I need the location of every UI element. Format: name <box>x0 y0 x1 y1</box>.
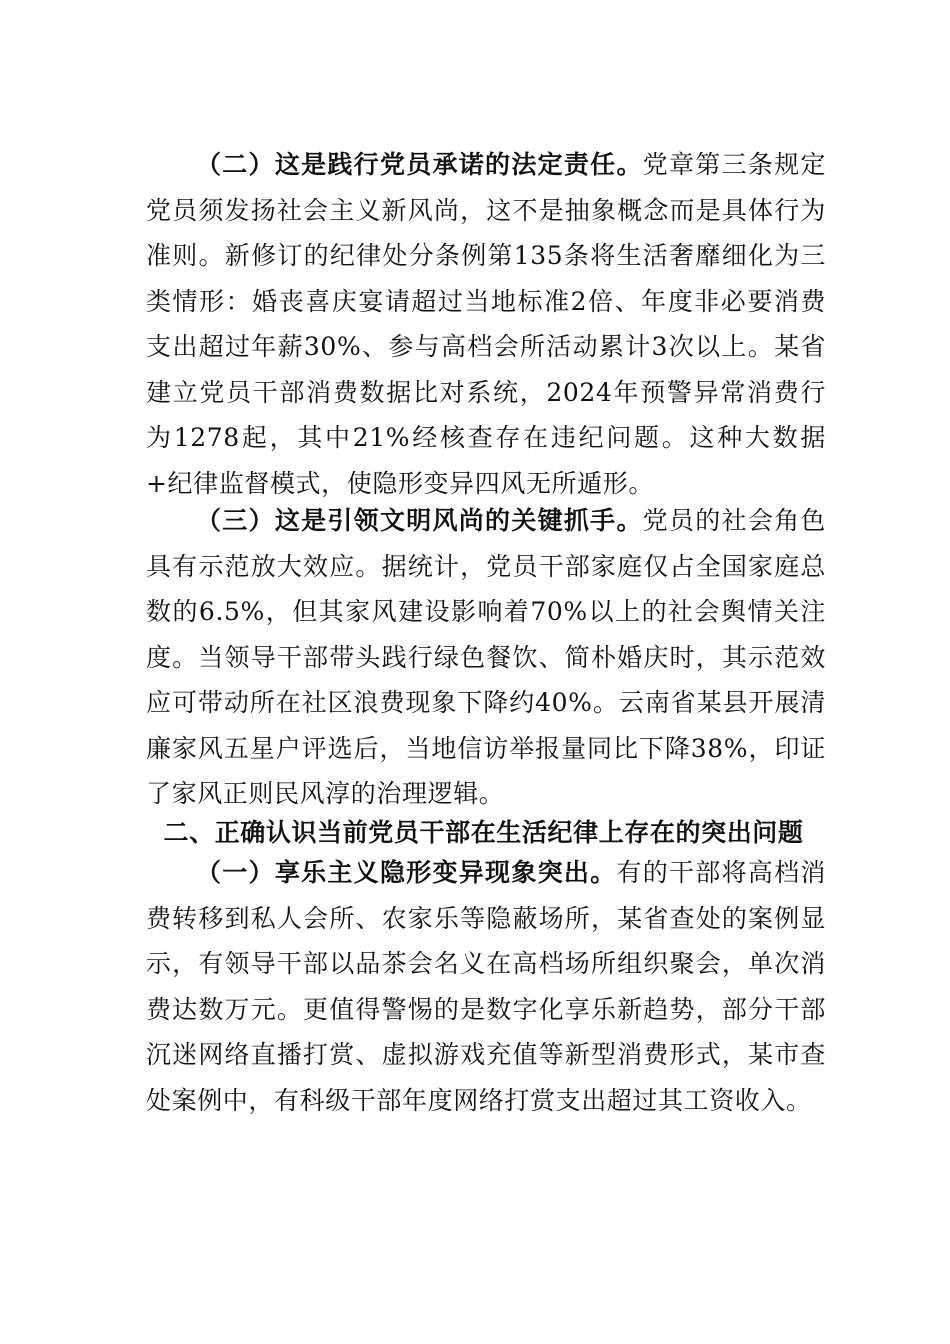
paragraph-lead: （一）享乐主义隐形变异现象突出。 <box>196 858 617 887</box>
section-heading <box>146 810 826 856</box>
paragraph <box>146 498 826 817</box>
paragraph-section-1-2 <box>146 142 826 506</box>
paragraph-lead: （二）这是践行党员承诺的法定责任。 <box>196 150 643 179</box>
paragraph <box>146 850 826 1123</box>
paragraph-section-2-1 <box>146 850 826 1123</box>
paragraph-body: 党章第三条规定党员须发扬社会主义新风尚，这不是抽象概念而是具体行为准则。新修订的纪律处分条例第135条将生活奢靡细化为三类情形：婚丧喜庆宴请超过当地标准2倍、年度非必要消费支出超过年薪30%、参与高档会所活动累计3次以上。某省建立党员干部消费数据比对系统，2024年预警异常消费行为1278起，其中21%经核查存在违纪问题。这种大数据+纪律监督模式，使隐形变异四风无所遁形。 <box>146 150 827 498</box>
paragraph-lead: （三）这是引领文明风尚的关键抓手。 <box>196 506 643 535</box>
paragraph-body: 有的干部将高档消费转移到私人会所、农家乐等隐蔽场所，某省查处的案例显示，有领导干部以品茶会名义在高档场所组织聚会，单次消费达数万元。更值得警惕的是数字化享乐新趋势，部分干部沉迷网络直播打赏、虚拟游戏充值等新型消费形式，某市查处案例中，有科级干部年度网络打赏支出超过其工资收入。 <box>146 858 826 1115</box>
heading-2: 二、正确认识当前党员干部在生活纪律上存在的突出问题 <box>163 818 804 847</box>
paragraph-body: 党员的社会角色具有示范放大效应。据统计，党员干部家庭仅占全国家庭总数的6.5%，但其家风建设影响着70%以上的社会舆情关注度。当领导干部带头践行绿色餐饮、简朴婚庆时，其示范效应可带动所在社区浪费现象下降约40%。云南省某县开展清廉家风五星户评选后，当地信访举报量同比下降38%，印证了家风正则民风淳的治理逻辑。 <box>146 506 827 808</box>
paragraph-section-1-3 <box>146 498 826 817</box>
paragraph <box>146 142 826 506</box>
